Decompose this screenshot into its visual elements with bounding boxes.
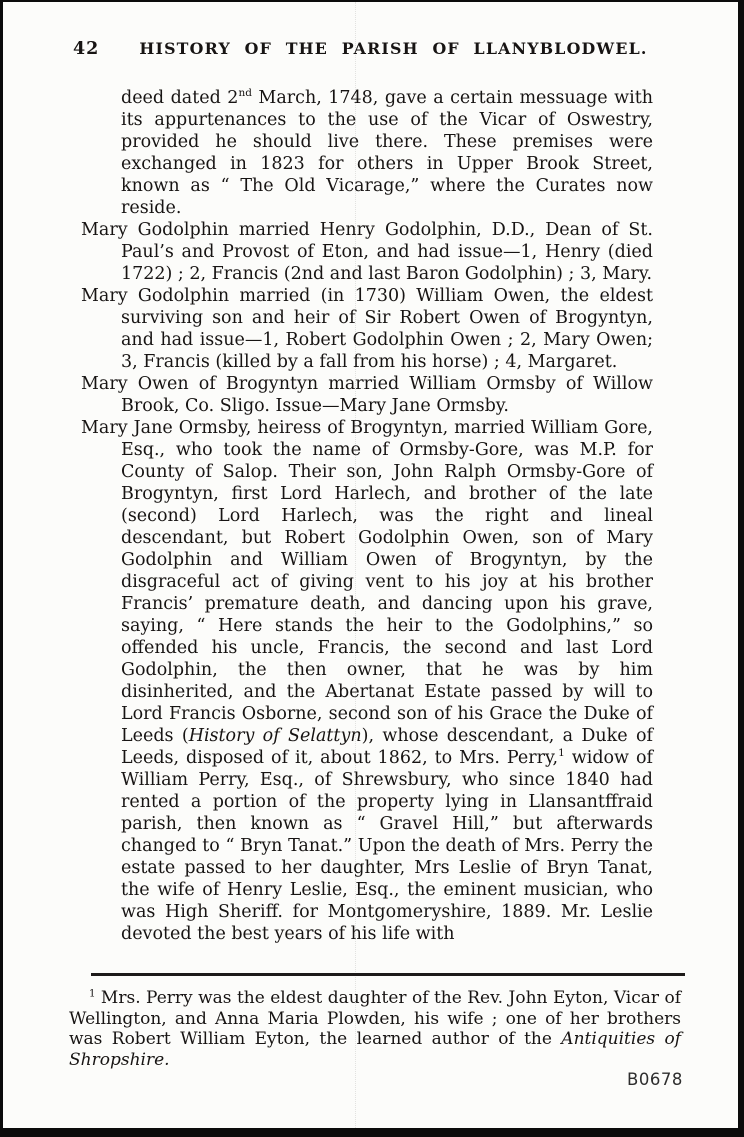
text-segment: ), whose descendant, a Duke of Leeds, disposed of it, about 1862, to Mrs. Perry, bbox=[121, 726, 653, 768]
paragraph-deed-continuation bbox=[81, 87, 653, 219]
paragraph-mary-godolphin-owen bbox=[81, 285, 653, 373]
text-segment: Mary Godolphin married Henry Godolphin, D.D., Dean of St. Paul’s and Provost of Eton, and had issue—1, Henry (died 1722) ; 2, Francis (2nd and last Baron Godolphin) ; 3, Mary. bbox=[81, 220, 653, 284]
text-segment-italic: History of Selattyn bbox=[188, 726, 362, 746]
text-segment: March, 1748, gave a certain messuage with its appurtenances to the use of the Vicar of Oswestry, provided he should live there. These premises were exchanged in 1823 for others in Upper Brook Street, known as “ The Old Vicarage,” where the Curates now reside. bbox=[121, 88, 653, 218]
text-segment-sup: 1 bbox=[89, 988, 96, 1000]
footnote bbox=[69, 988, 681, 1070]
page-body bbox=[81, 87, 653, 945]
text-segment: Mary Owen of Brogyntyn married William Ormsby of Willow Brook, Co. Sligo. Issue—Mary Jane Ormsby. bbox=[81, 374, 653, 416]
text-segment-sup: nd bbox=[238, 87, 252, 100]
running-title: HISTORY OF THE PARISH OF LLANYBLODWEL. bbox=[139, 39, 648, 58]
text-segment: deed dated 2 bbox=[121, 88, 239, 108]
text-segment-italic: Antiquities of Shropshire. bbox=[69, 1029, 681, 1070]
scan-id-watermark: B0678 bbox=[627, 1070, 683, 1089]
text-segment-sup: 1 bbox=[558, 747, 565, 760]
footnote-divider bbox=[91, 973, 685, 976]
paragraph-mary-owen-ormsby bbox=[81, 373, 653, 417]
book-page bbox=[3, 2, 738, 1128]
paragraph-mary-jane-ormsby bbox=[81, 417, 653, 945]
text-segment: Mrs. Perry was the eldest daughter of the Rev. John Eyton, Vicar of Wellington, and Anna Maria Plowden, his wife ; one of her brothers was Robert William Eyton, the learned author of the bbox=[69, 988, 681, 1050]
paragraph-mary-godolphin-henry bbox=[81, 219, 653, 285]
text-segment: widow of William Perry, Esq., of Shrewsbury, who since 1840 had rented a portion of the property lying in Llansantffraid parish, then known as “ Gravel Hill,” but afterwards changed to “ Bryn Tanat.” Upon the death of Mrs. Perry the estate passed to her daughter, Mrs Leslie of Bryn Tanat, the wife of Henry Leslie, Esq., the eminent musician, who was High Sheriff. for Montgomeryshire, 1889. Mr. Leslie devoted the best years of his life with bbox=[121, 748, 654, 944]
text-segment: Mary Godolphin married (in 1730) William Owen, the eldest surviving son and heir of Sir Robert Owen of Brogyntyn, and had issue—1, Robert Godolphin Owen ; 2, Mary Owen; 3, Francis (killed by a fall from his horse) ; 4, Margaret. bbox=[81, 286, 653, 372]
page-header bbox=[73, 39, 668, 59]
text-segment: Mary Jane Ormsby, heiress of Brogyntyn, married William Gore, Esq., who took the name of Ormsby-Gore, was M.P. for County of Salop. Their son, John Ralph Ormsby-Gore of Brogyntyn, first Lord Harlech, and brother of the late (second) Lord Harlech, was the right and lineal descendant, but Robert Godolphin Owen, son of Mary Godolphin and William Owen of Brogyntyn, by the disgraceful act of giving vent to his joy at his brother Francis’ premature death, and dancing upon his grave, saying, “ Here stands the heir to the Godolphins,” so offended his uncle, Francis, the second and last Lord Godolphin, the then owner, that he was by him disinherited, and the Abertanat Estate passed by will to Lord Francis Osborne, second son of his Grace the Duke of Leeds ( bbox=[81, 418, 653, 746]
page-number: 42 bbox=[73, 39, 100, 59]
